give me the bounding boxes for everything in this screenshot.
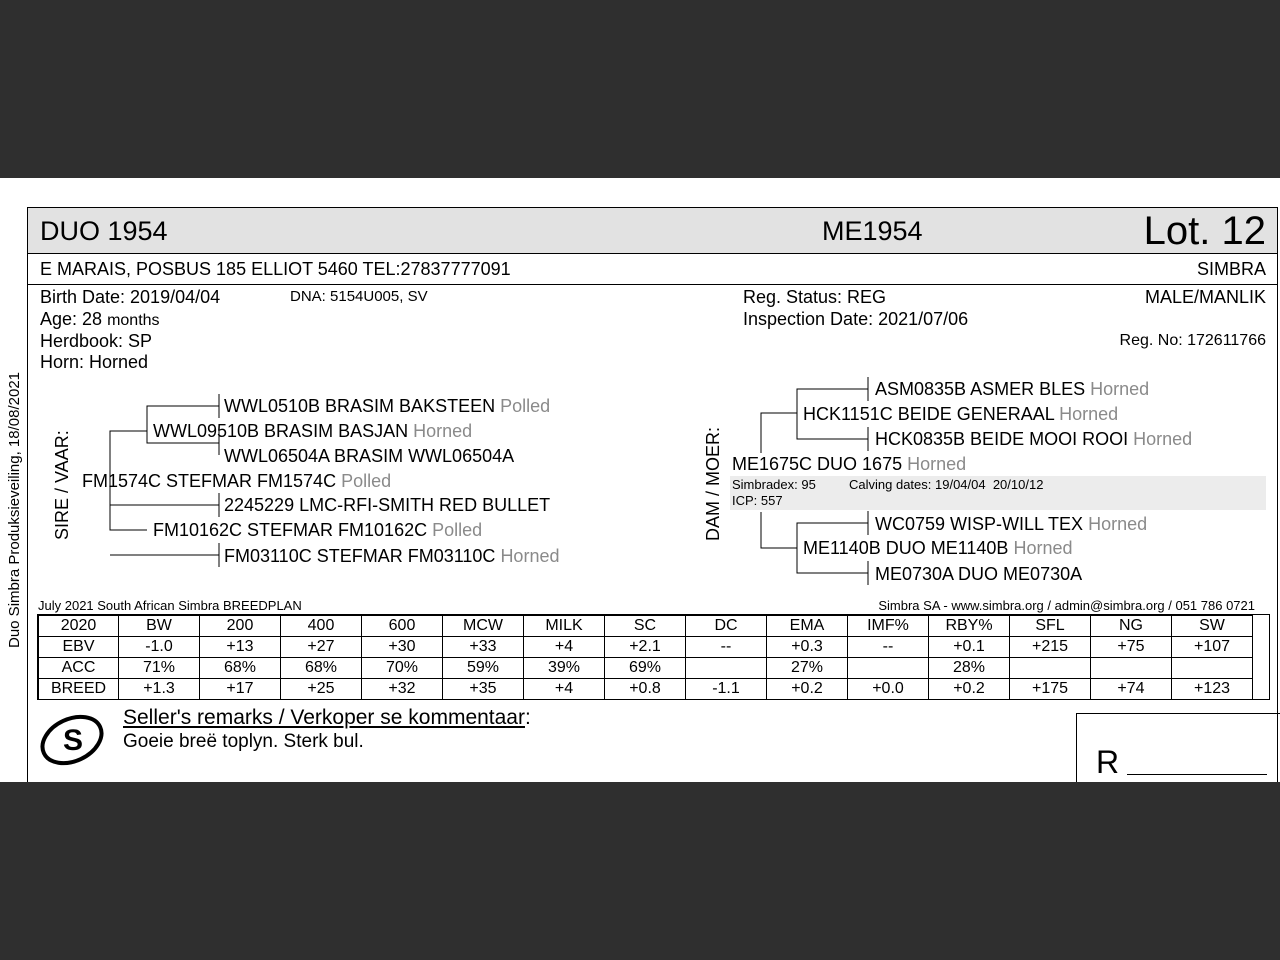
sire-sire: WWL09510B BRASIM BASJAN Horned	[153, 421, 473, 441]
ebv-cell: --	[848, 637, 929, 658]
sire-dam-sire: 2245229 LMC-RFI-SMITH RED BULLET	[224, 495, 551, 515]
ebv-header-cell: RBY%	[929, 616, 1010, 637]
ebv-cell: +0.1	[929, 637, 1010, 658]
dam-sire: HCK1151C BEIDE GENERAAL Horned	[803, 404, 1119, 424]
dam-main: ME1675C DUO 1675 Horned	[732, 454, 967, 474]
acc-cell	[1091, 658, 1172, 679]
breed-cell: +0.2	[767, 679, 848, 700]
side-caption: Duo Simbra Produksieveiling, 18/08/2021	[6, 372, 23, 648]
breed-cell: +0.2	[929, 679, 1010, 700]
breed-row	[39, 679, 1253, 700]
breed-label: SIMBRA	[1196, 259, 1266, 279]
acc-cell: 68%	[281, 658, 362, 679]
breedplan-caption: July 2021 South African Simbra BREEDPLAN	[38, 598, 302, 613]
acc-cell: 39%	[524, 658, 605, 679]
acc-cell: ACC	[39, 658, 119, 679]
acc-cell	[686, 658, 767, 679]
simbra-contact: Simbra SA - www.simbra.org / admin@simbra.org / 051 786 0721	[878, 598, 1255, 613]
remarks-title: Seller's remarks / Verkoper se kommentaar:	[123, 706, 531, 729]
animal-id: ME1954	[822, 216, 923, 246]
dam-sire-dam: HCK0835B BEIDE MOOI ROOI Horned	[875, 429, 1193, 449]
inspection-date: Inspection Date: 2021/07/06	[743, 309, 969, 329]
ebv-cell: +13	[200, 637, 281, 658]
animal-name: DUO 1954	[40, 216, 168, 246]
remarks-text: Goeie breë toplyn. Sterk bul.	[123, 731, 364, 752]
ebv-cell: +0.3	[767, 637, 848, 658]
horn-status: Horn: Horned	[40, 352, 149, 372]
acc-cell	[848, 658, 929, 679]
ebv-header-cell: SW	[1172, 616, 1253, 637]
simbradex: Simbradex: 95	[732, 477, 816, 492]
herdbook: Herdbook: SP	[40, 331, 153, 351]
sire-dam-dam: FM03110C STEFMAR FM03110C Horned	[224, 546, 560, 566]
acc-cell: 27%	[767, 658, 848, 679]
sire-label: SIRE / VAAR:	[52, 430, 72, 540]
ebv-header-cell: 200	[200, 616, 281, 637]
ebv-cell: +33	[443, 637, 524, 658]
reg-number: Reg. No: 172611766	[1119, 332, 1266, 349]
ebv-cell: +215	[1010, 637, 1091, 658]
acc-cell: 68%	[200, 658, 281, 679]
ebv-header-cell: 600	[362, 616, 443, 637]
acc-row	[39, 658, 1253, 679]
ebv-header-row	[39, 616, 1253, 637]
breed-cell: +0.8	[605, 679, 686, 700]
breed-cell: +74	[1091, 679, 1172, 700]
birth-date: Birth Date: 2019/04/04	[40, 287, 221, 307]
sex-label: MALE/MANLIK	[1144, 287, 1266, 307]
price-label: R	[1096, 744, 1120, 780]
sire-sire-dam: WWL06504A BRASIM WWL06504A	[224, 446, 515, 466]
acc-cell	[1172, 658, 1253, 679]
price-line[interactable]	[1127, 774, 1267, 775]
ebv-header-cell: NG	[1091, 616, 1172, 637]
ebv-table	[38, 615, 1253, 700]
breed-cell: +1.3	[119, 679, 200, 700]
dam-label: DAM / MOER:	[703, 426, 723, 541]
dam-sire-sire: ASM0835B ASMER BLES Horned	[875, 379, 1150, 399]
breed-cell: BREED	[39, 679, 119, 700]
ebv-cell: --	[686, 637, 767, 658]
calving-dates: Calving dates: 19/04/04 20/10/12	[849, 477, 1044, 492]
breed-cell: +17	[200, 679, 281, 700]
ebv-cell: EBV	[39, 637, 119, 658]
ebv-cell: +27	[281, 637, 362, 658]
ebv-header-cell: SC	[605, 616, 686, 637]
ebv-cell: +2.1	[605, 637, 686, 658]
icp: ICP: 557	[732, 493, 783, 508]
breed-cell: +0.0	[848, 679, 929, 700]
lot-number: Lot. 12	[1143, 209, 1266, 253]
acc-cell	[1010, 658, 1091, 679]
dam-dam: ME1140B DUO ME1140B Horned	[803, 538, 1073, 558]
ebv-header-cell: DC	[686, 616, 767, 637]
reg-status: Reg. Status: REG	[743, 287, 887, 307]
ebv-header-cell: 2020	[39, 616, 119, 637]
breed-cell: +4	[524, 679, 605, 700]
ebv-header-cell: EMA	[767, 616, 848, 637]
ebv-cell: +30	[362, 637, 443, 658]
ebv-header-cell: MCW	[443, 616, 524, 637]
breed-cell: +35	[443, 679, 524, 700]
sire-dam: FM10162C STEFMAR FM10162C Polled	[153, 520, 483, 540]
breed-cell: -1.1	[686, 679, 767, 700]
age-line: Age: 28 months	[40, 309, 160, 329]
dna-info: DNA: 5154U005, SV	[290, 288, 428, 305]
ebv-header-cell: MILK	[524, 616, 605, 637]
acc-cell: 70%	[362, 658, 443, 679]
breed-cell: +175	[1010, 679, 1091, 700]
acc-cell: 71%	[119, 658, 200, 679]
simbra-logo-icon	[38, 710, 110, 770]
ebv-cell: +75	[1091, 637, 1172, 658]
sire-sire-sire: WWL0510B BRASIM BAKSTEEN Polled	[224, 396, 551, 416]
sire-main: FM1574C STEFMAR FM1574C Polled	[82, 471, 392, 491]
ebv-header-cell: SFL	[1010, 616, 1091, 637]
breed-cell: +123	[1172, 679, 1253, 700]
acc-cell: 59%	[443, 658, 524, 679]
dam-dam-sire: WC0759 WISP-WILL TEX Horned	[875, 514, 1148, 534]
ebv-cell: +4	[524, 637, 605, 658]
ebv-header-cell: 400	[281, 616, 362, 637]
breed-cell: +32	[362, 679, 443, 700]
ebv-cell: +107	[1172, 637, 1253, 658]
acc-cell: 28%	[929, 658, 1010, 679]
logo-letter: S	[62, 724, 84, 757]
ebv-row	[39, 637, 1253, 658]
ebv-header-cell: BW	[119, 616, 200, 637]
dam-dam-dam: ME0730A DUO ME0730A	[875, 564, 1083, 584]
ebv-cell: -1.0	[119, 637, 200, 658]
ebv-header-cell: IMF%	[848, 616, 929, 637]
owner-address: E MARAIS, POSBUS 185 ELLIOT 5460 TEL:27837777091	[40, 259, 511, 279]
acc-cell: 69%	[605, 658, 686, 679]
breed-cell: +25	[281, 679, 362, 700]
